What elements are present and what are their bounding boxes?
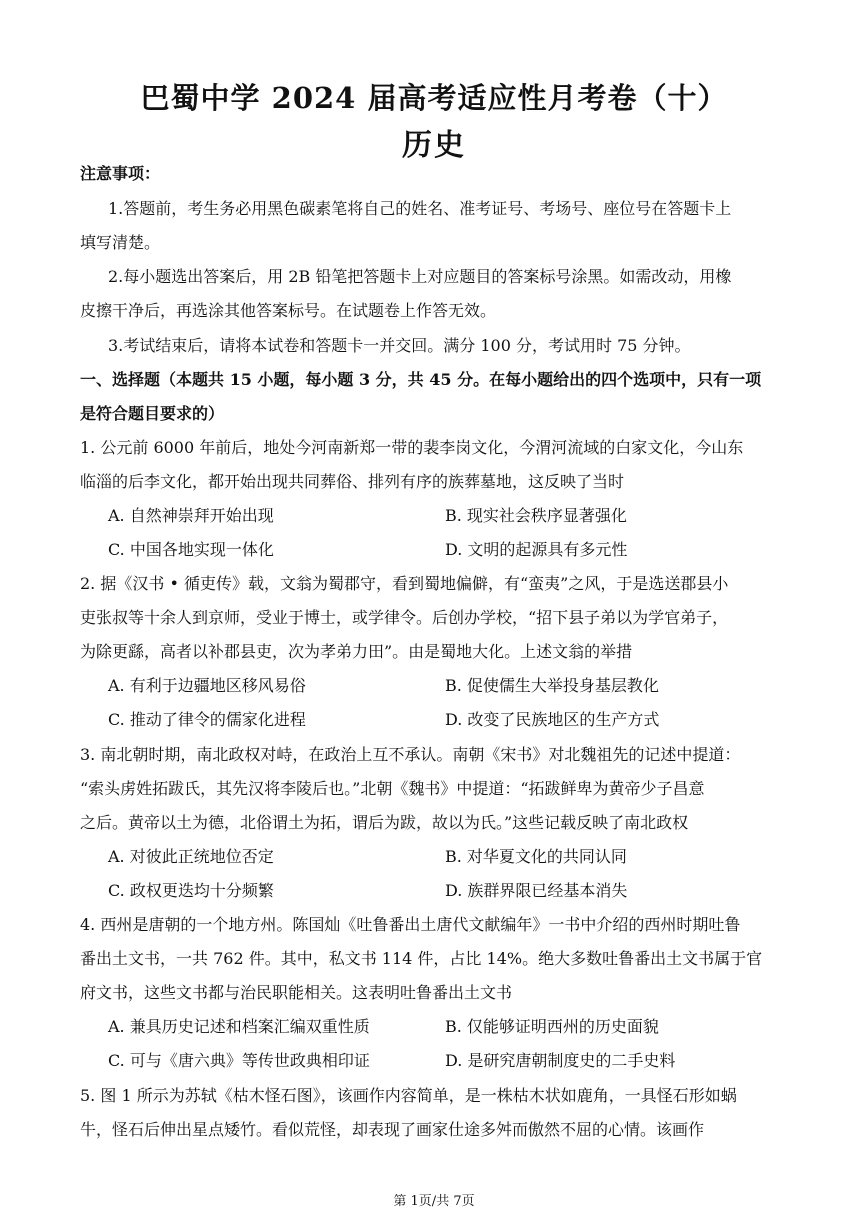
question-stem: 1. 公元前 6000 年前后，地处今河南新郑一带的裴李岗文化，今渭河流域的白家文化，今山东: [80, 438, 744, 457]
option-c: C. 可与《唐六典》等传世政典相印证: [108, 1051, 370, 1070]
option-c: C. 政权更迭均十分频繁: [108, 881, 274, 900]
option-d: D. 文明的起源具有多元性: [445, 540, 628, 559]
page-number: 第 1页/共 7页: [393, 1194, 475, 1209]
option-d: D. 改变了民族地区的生产方式: [445, 710, 660, 729]
option-a: A. 兼具历史记述和档案汇编双重性质: [108, 1017, 370, 1036]
notice-line: 1.答题前，考生务必用黑色碳素笔将自己的姓名、准考证号、考场号、座位号在答题卡上: [108, 199, 732, 218]
option-a: A. 对彼此正统地位否定: [108, 847, 274, 866]
question-stem: 为除更繇，高者以补郡县吏，次为孝弟力田”。由是蜀地大化。上述文翁的举措: [80, 642, 633, 661]
question-stem: “索头虏姓拓跋氏，其先汉将李陵后也。”北朝《魏书》中提道：“拓跋鲜卑为黄帝少子昌意: [80, 779, 705, 798]
notice-line: 皮擦干净后，再选涂其他答案标号。在试题卷上作答无效。: [80, 301, 497, 320]
option-b: B. 仅能够证明西州的历史面貌: [445, 1017, 659, 1036]
option-a: A. 有利于边疆地区移风易俗: [108, 676, 306, 695]
exam-title: 巴蜀中学 2024 届高考适应性月考卷（十）: [140, 81, 728, 115]
notice-line: 3.考试结束后，请将本试卷和答题卡一并交回。满分 100 分，考试用时 75 分钟。: [108, 336, 691, 355]
option-b: B. 现实社会秩序显著强化: [445, 506, 627, 525]
question-stem: 3. 南北朝时期，南北政权对峙，在政治上互不承认。南朝《宋书》对北魏祖先的记述中提道：: [80, 745, 741, 764]
option-a: A. 自然神崇拜开始出现: [108, 506, 274, 525]
option-b: B. 促使儒生大举投身基层教化: [445, 676, 659, 695]
notice-line: 填写清楚。: [80, 233, 161, 252]
option-c: C. 推动了律令的儒家化进程: [108, 710, 306, 729]
question-stem: 府文书，这些文书都与治民职能相关。这表明吐鲁番出土文书: [80, 983, 513, 1002]
question-stem: 番出土文书，一共 762 件。其中，私文书 114 件，占比 14%。绝大多数吐鲁番出土文书属于官: [80, 949, 763, 968]
option-d: D. 是研究唐朝制度史的二手史料: [445, 1051, 676, 1070]
option-d: D. 族群界限已经基本消失: [445, 881, 628, 900]
notice-line: 2.每小题选出答案后，用 2B 铅笔把答题卡上对应题目的答案标号涂黑。如需改动，用橡: [108, 267, 732, 286]
option-c: C. 中国各地实现一体化: [108, 540, 274, 559]
question-stem: 牛，怪石后伸出星点矮竹。看似荒怪，却表现了画家仕途多舛而傲然不屈的心情。该画作: [80, 1120, 705, 1139]
section-heading: 是符合题目要求的）: [80, 404, 225, 423]
section-heading: 一、选择题（本题共 15 小题，每小题 3 分，共 45 分。在每小题给出的四个选项中，只有一项: [80, 370, 762, 389]
subject-title: 历史: [402, 128, 466, 163]
option-b: B. 对华夏文化的共同认同: [445, 847, 627, 866]
notice-heading: 注意事项：: [80, 164, 161, 183]
question-stem: 吏张叔等十余人到京师，受业于博士，或学律令。后创办学校，“招下县子弟以为学官弟子，: [80, 608, 729, 627]
question-stem: 5. 图 1 所示为苏轼《枯木怪石图》，该画作内容简单，是一株枯木状如鹿角，一具怪石形如蜗: [80, 1086, 737, 1105]
question-stem: 临淄的后李文化，都开始出现共同葬俗、排列有序的族葬墓地，这反映了当时: [80, 472, 625, 491]
question-stem: 2. 据《汉书 • 循吏传》载，文翁为蜀郡守，看到蜀地偏僻，有“蛮夷”之风，于是选送郡县小: [80, 574, 729, 593]
question-stem: 4. 西州是唐朝的一个地方州。陈国灿《吐鲁番出土唐代文献编年》一书中介绍的西州时期吐鲁: [80, 915, 741, 934]
question-stem: 之后。黄帝以土为德，北俗谓土为拓，谓后为跋，故以为氏。”这些记载反映了南北政权: [80, 813, 689, 832]
